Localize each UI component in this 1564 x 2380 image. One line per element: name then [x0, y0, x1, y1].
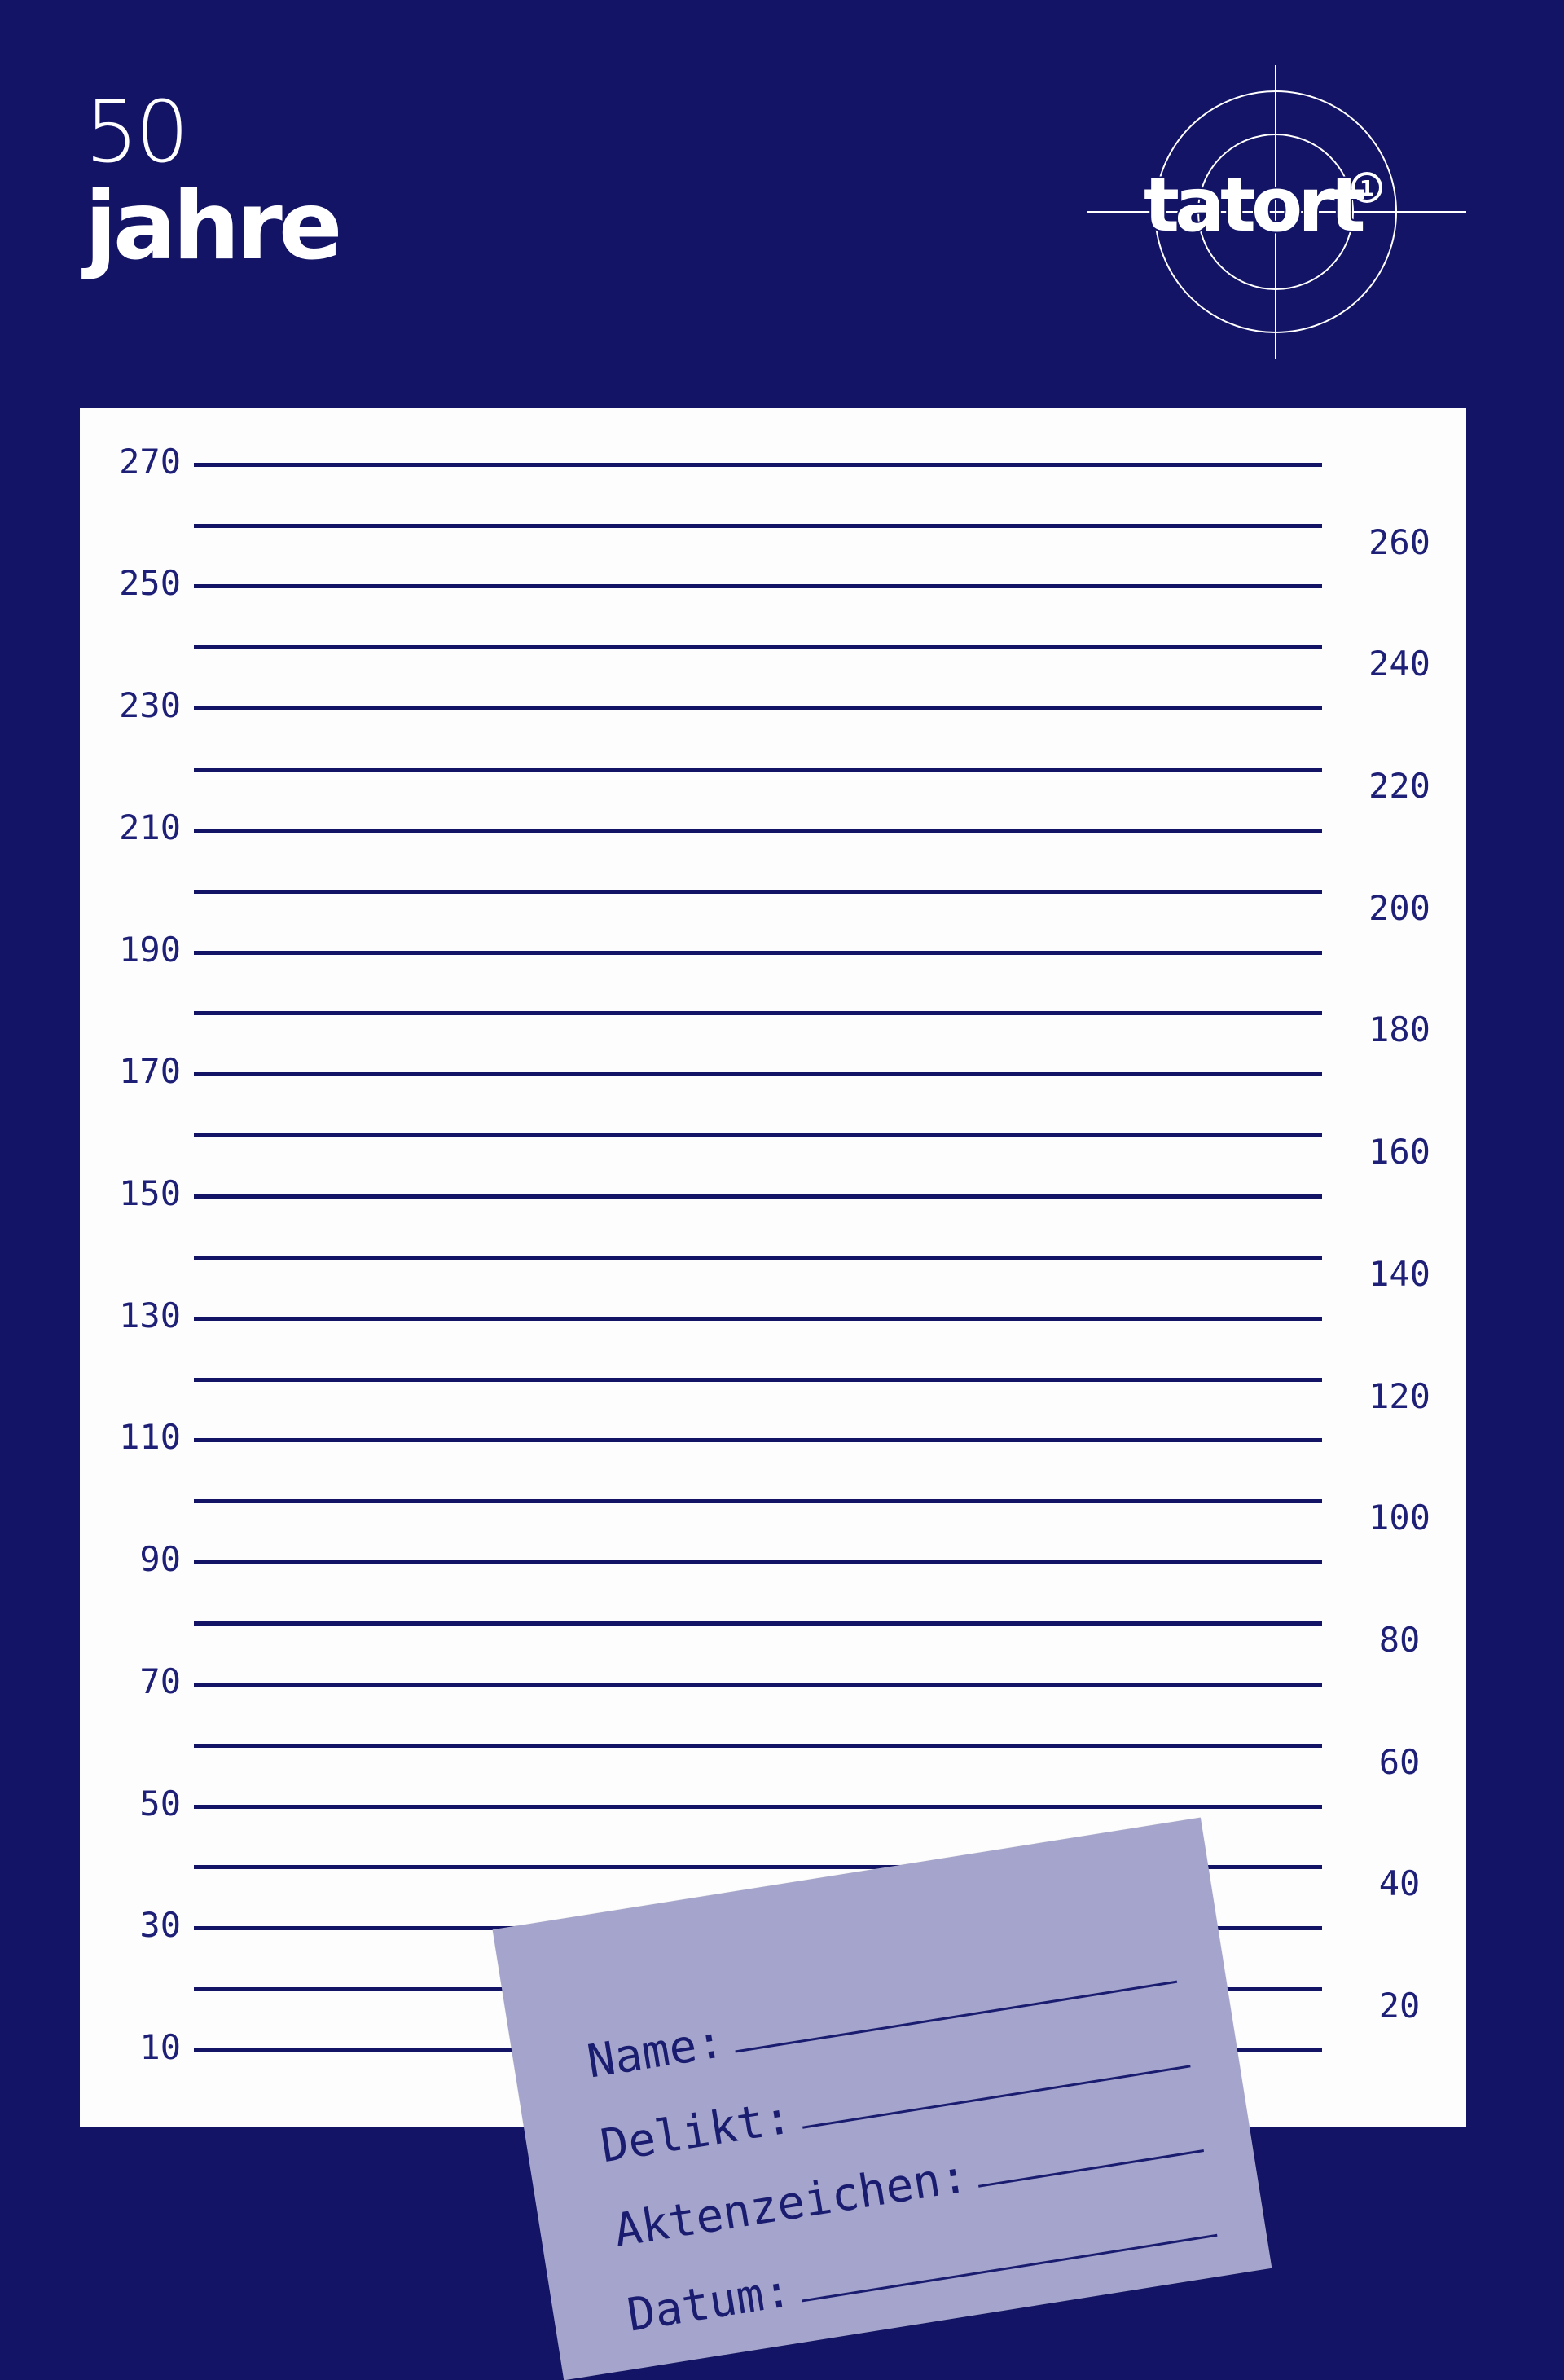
scale-label-right: 220 [1368, 765, 1430, 806]
card-field-line [802, 2234, 1218, 2303]
scale-line [194, 645, 1322, 649]
scale-line [194, 524, 1322, 528]
scale-label-left: 270 [119, 441, 181, 482]
scale-line [194, 706, 1322, 710]
scale-line [194, 768, 1322, 772]
scale-line [194, 890, 1322, 894]
scale-label-left: 90 [139, 1539, 181, 1580]
scale-label-right: 260 [1368, 521, 1430, 562]
scale-label-right: 60 [1378, 1741, 1421, 1782]
scale-line [194, 1194, 1322, 1199]
scale-line [194, 1805, 1322, 1809]
scale-label-left: 50 [139, 1783, 181, 1823]
scale-line [194, 463, 1322, 467]
scale-label-right: 160 [1368, 1132, 1430, 1172]
scale-line [194, 1011, 1322, 1015]
scale-label-left: 250 [119, 563, 181, 604]
scale-label-left: 150 [119, 1172, 181, 1213]
card-field-label: Delikt: [596, 2091, 796, 2174]
scale-label-right: 120 [1368, 1375, 1430, 1416]
scale-label-right: 20 [1378, 1986, 1421, 2026]
logo-wordmark: tatort [1144, 161, 1361, 249]
scale-label-left: 230 [119, 685, 181, 726]
scale-label-right: 180 [1368, 1010, 1430, 1050]
scale-line [194, 1499, 1322, 1503]
scale-label-left: 190 [119, 929, 181, 970]
anniversary-title [85, 82, 339, 281]
scale-label-left: 170 [119, 1051, 181, 1092]
scale-line [194, 829, 1322, 833]
scale-line [194, 1683, 1322, 1687]
scale-label-right: 40 [1378, 1863, 1421, 1904]
scale-line [194, 1317, 1322, 1321]
card-field-label: Datum: [623, 2263, 795, 2343]
scale-label-right: 140 [1368, 1253, 1430, 1294]
scale-label-left: 10 [139, 2027, 181, 2067]
scale-label-right: 200 [1368, 887, 1430, 928]
scale-line [194, 1621, 1322, 1626]
scale-line [194, 951, 1322, 955]
scale-label-right: 240 [1368, 644, 1430, 684]
scale-line [194, 1438, 1322, 1442]
mugshot-name-card [493, 1818, 1272, 2380]
scale-label-right: 80 [1378, 1619, 1421, 1660]
scale-label-left: 130 [119, 1295, 181, 1335]
scale-line [194, 1256, 1322, 1260]
tatort-logo [1083, 64, 1471, 362]
scale-line [194, 1072, 1322, 1076]
scale-line [194, 1744, 1322, 1748]
logo-badge-number: 1 [1359, 177, 1375, 201]
scale-label-right: 100 [1368, 1498, 1430, 1538]
scale-line [194, 1133, 1322, 1137]
card-field-line [978, 2149, 1204, 2188]
height-chart-sheet [80, 408, 1466, 2343]
card-field-line [802, 2065, 1191, 2128]
scale-label-left: 210 [119, 807, 181, 847]
scale-line [194, 584, 1322, 588]
scale-label-left: 30 [139, 1905, 181, 1946]
card-field-label: Name: [583, 2015, 728, 2089]
scale-label-left: 70 [139, 1661, 181, 1701]
card-field-label: Aktenzeichen: [610, 2149, 972, 2259]
anniversary-number: 50 [85, 82, 187, 182]
anniversary-word: jahre [85, 171, 339, 281]
scale-line [194, 1378, 1322, 1382]
scale-line [194, 1560, 1322, 1564]
scale-label-left: 110 [119, 1417, 181, 1458]
